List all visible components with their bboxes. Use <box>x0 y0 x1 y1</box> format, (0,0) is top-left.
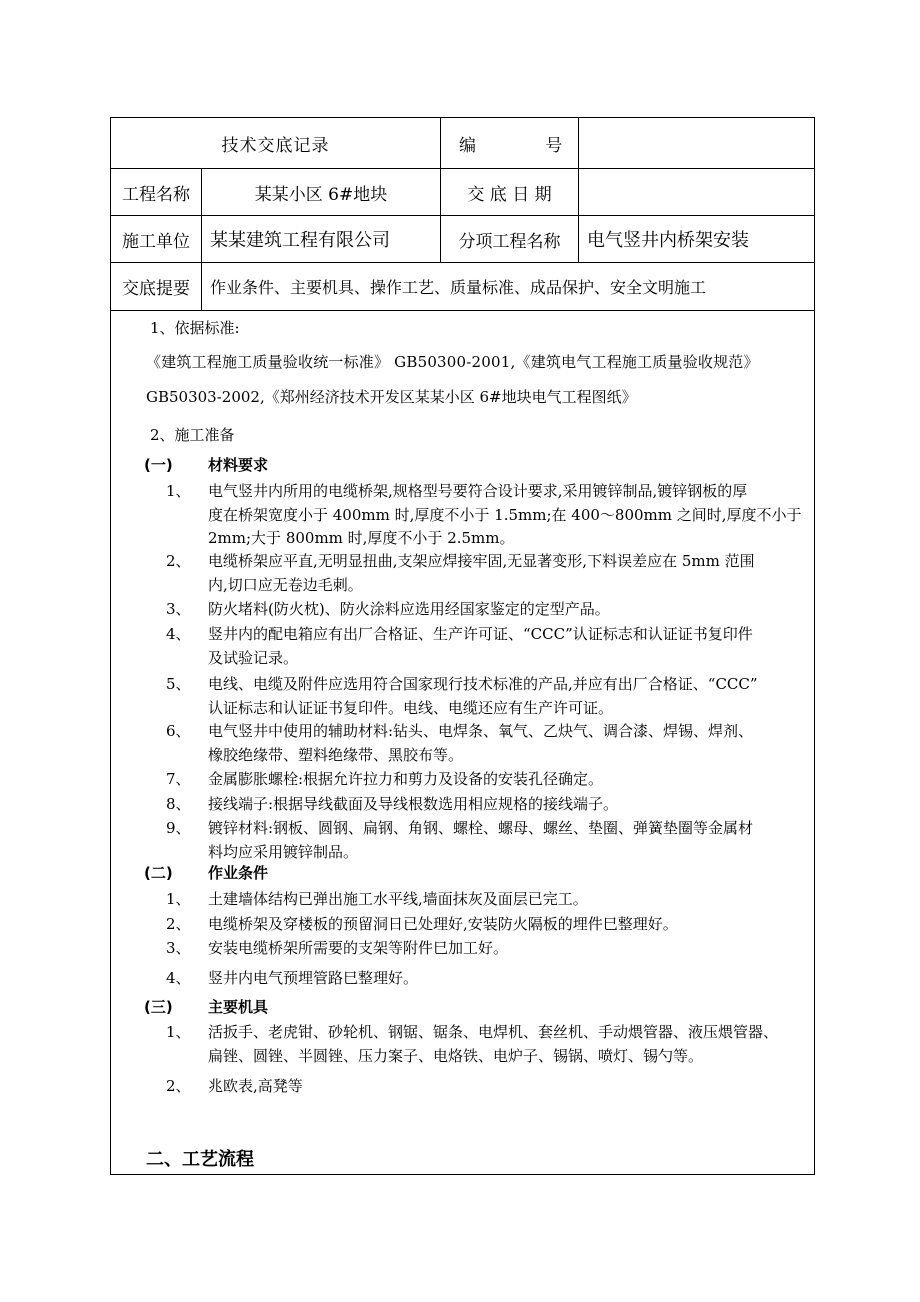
section-2-title: 作业条件 <box>208 864 269 882</box>
item-text-line: 竖井内的配电箱应有出厂合格证、生产许可证、“CCC”认证标志和认证证书复印件 <box>208 625 753 643</box>
item-text-line: 金属膨胀螺栓:根据允许拉力和剪力及设备的安装孔径确定。 <box>208 770 604 788</box>
item-text-line: 安装电缆桥架所需要的支架等附件巳加工好。 <box>208 939 509 957</box>
item-text-line: 及试验记录。 <box>208 648 299 667</box>
unit-value: 某某建筑工程有限公司 <box>202 216 441 263</box>
project-value: 某某小区 6#地块 <box>202 169 441 216</box>
item-text-line: 电缆桥架及穿楼板的预留洞日已处理好,安装防火隔板的埋件巳整理好。 <box>208 915 678 933</box>
basis-line-2: GB50303-2002,《郑州经济技术开发区某某小区 6#地块电气工程图纸》 <box>146 388 637 406</box>
item-number: 4、 <box>166 969 191 987</box>
item-number: 3、 <box>166 939 191 957</box>
item-text-line: 活扳手、老虎钳、砂轮机、钢锯、锯条、电焊机、套丝机、手动煨管器、液压煨管器、 <box>208 1023 779 1041</box>
item-text-line: 接线端子:根据导线截面及导线根数选用相应规格的接线端子。 <box>208 795 619 813</box>
project-label: 工程名称 <box>111 169 202 216</box>
item-text-line: 电线、电缆及附件应选用符合国家现行技术标准的产品,并应有出厂合格证、“CCC” <box>208 675 758 693</box>
item-text-line: 扁锉、圆锉、半圆锉、压力案子、电烙铁、电炉子、锡锅、喷灯、锡勺等。 <box>208 1046 704 1065</box>
section-1-title: 材料要求 <box>208 456 269 474</box>
date-value <box>579 169 815 216</box>
summary-label: 交底提要 <box>111 263 202 311</box>
item-number: 1、 <box>166 482 191 500</box>
item-text-line: 电缆桥架应平直,无明显扭曲,支架应焊接牢固,无显著变形,下料误差应在 5mm 范围 <box>208 552 755 570</box>
bianhao-value <box>579 118 815 169</box>
item-text-line: 兆欧表,高凳等 <box>208 1077 303 1095</box>
section-2-number: (二) <box>144 864 173 882</box>
item-number: 3、 <box>166 600 191 618</box>
subitem-value: 电气竖井内桥架安装 <box>579 216 815 263</box>
item-text-line: 度在桥架宽度小于 400mm 时,厚度不小于 1.5mm;在 400～800mm 之间时,厚度不小于 <box>208 505 802 524</box>
unit-label: 施工单位 <box>111 216 202 263</box>
basis-heading: 1、依据标准: <box>150 319 240 337</box>
item-text-line: 土建墙体结构已弹出施工水平线,墙面抹灰及面层已完工。 <box>208 890 588 908</box>
section-3-number: (三) <box>144 998 173 1016</box>
item-number: 9、 <box>166 819 191 837</box>
item-number: 6、 <box>166 722 191 740</box>
item-text-line: 内,切口应无卷边毛刺。 <box>208 575 363 594</box>
prep-heading: 2、施工准备 <box>150 426 235 444</box>
basis-line-1: 《建筑工程施工质量验收统一标准》 GB50300-2001,《建筑电气工程施工质量验收规范》 <box>146 353 759 371</box>
item-number: 1、 <box>166 1023 191 1041</box>
date-label: 交 底 日 期 <box>441 169 579 216</box>
item-number: 7、 <box>166 770 191 788</box>
bianhao-label <box>441 118 579 169</box>
header-table <box>110 117 815 311</box>
item-text-line: 镀锌材料:钢板、圆钢、扁钢、角钢、螺栓、螺母、螺丝、垫圈、弹簧垫圈等金属材 <box>208 819 754 837</box>
item-number: 4、 <box>166 625 191 643</box>
section-1-number: (一) <box>144 456 173 474</box>
bianhao-label-a: 编 <box>459 135 476 156</box>
item-text-line: 橡胶绝缘带、塑料绝缘带、黑胶布等。 <box>208 745 464 764</box>
item-text-line: 2mm;大于 800mm 时,厚度不小于 2.5mm。 <box>208 529 515 547</box>
section-3-title: 主要机具 <box>208 998 269 1016</box>
item-text-line: 认证标志和认证证书复印件。电线、电缆还应有生产许可证。 <box>208 698 614 717</box>
document-title: 技术交底记录 <box>111 118 441 169</box>
item-number: 5、 <box>166 675 191 693</box>
item-text-line: 电气竖井内所用的电缆桥架,规格型号要符合设计要求,采用镀锌制品,镀锌钢板的厚 <box>208 482 748 500</box>
item-number: 2、 <box>166 915 191 933</box>
item-number: 1、 <box>166 890 191 908</box>
item-text-line: 竖井内电气预埋管路巳整理好。 <box>208 969 419 987</box>
item-number: 2、 <box>166 1077 191 1095</box>
item-number: 8、 <box>166 795 191 813</box>
subitem-label: 分项工程名称 <box>441 216 579 263</box>
item-text-line: 料均应采用镀锌制品。 <box>208 842 359 861</box>
item-number: 2、 <box>166 552 191 570</box>
bianhao-label-b: 号 <box>545 135 563 156</box>
item-text-line: 电气竖井中使用的辅助材料:钻头、电焊条、氧气、乙炔气、调合漆、焊锡、焊剂、 <box>208 722 754 740</box>
summary-value: 作业条件、主要机具、操作工艺、质量标准、成品保护、安全文明施工 <box>202 263 815 311</box>
item-text-line: 防火堵料(防火枕)、防火涂料应选用经国家鉴定的定型产品。 <box>208 600 610 618</box>
process-flow-heading: 二、工艺流程 <box>146 1149 254 1170</box>
